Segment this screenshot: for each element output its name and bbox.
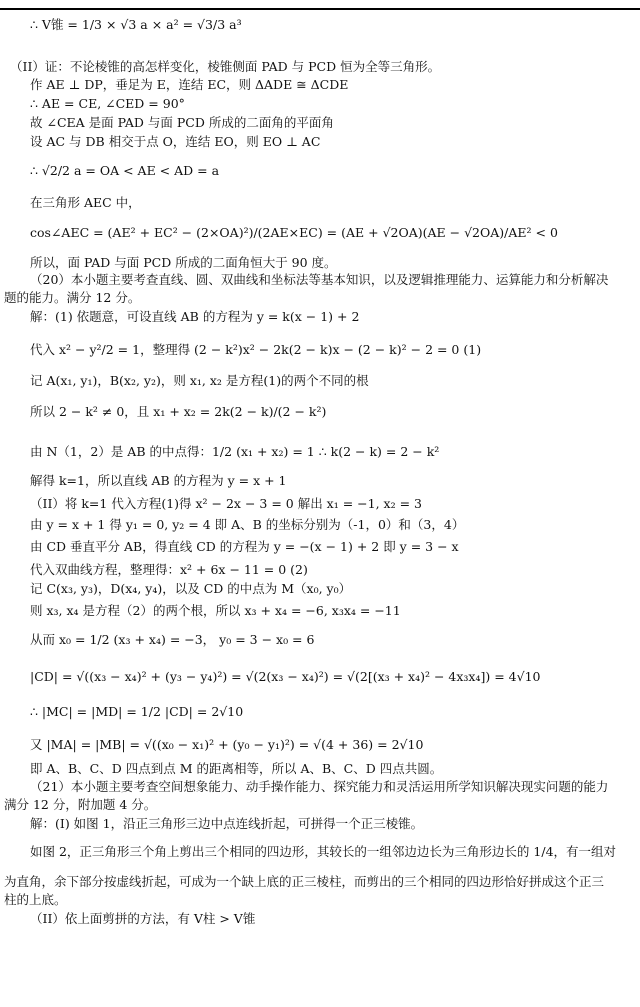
line-19: （II）将 k=1 代入方程(1)得 x² − 2x − 3 = 0 解出 x₁ = −1, x₂ = 3 [30, 496, 422, 511]
line-2: （II）证：不论棱锥的高怎样变化，棱锥侧面 PAD 与 PCD 恒为全等三角形。 [10, 59, 441, 74]
line-22: 代入双曲线方程，整理得：x² + 6x − 11 = 0 (2) [30, 562, 308, 577]
line-27: ∴ |MC| = |MD| = 1/2 |CD| = 2√10 [30, 704, 244, 719]
line-10: 所以，面 PAD 与面 PCD 所成的二面角恒大于 90 度。 [30, 255, 337, 270]
line-20: 由 y = x + 1 得 y₁ = 0, y₂ = 4 即 A、B 的坐标分别为（-1，0）和（3，4） [30, 517, 465, 532]
line-11: （20）本小题主要考查直线、圆、双曲线和坐标法等基本知识，以及逻辑推理能力、运算能力和分析解决 [30, 272, 609, 287]
line-28: 又 |MA| = |MB| = √((x₀ − x₁)² + (y₀ − y₁)²) = √(4 + 36) = 2√10 [30, 737, 424, 752]
top-rule [0, 8, 640, 10]
line-15: 记 A(x₁, y₁)，B(x₂, y₂)，则 x₁, x₂ 是方程(1)的两个不同的根 [30, 373, 369, 388]
line-30: （21）本小题主要考查空间想象能力、动手操作能力、探究能力和灵活运用所学知识解决现实问题的能力 [30, 779, 609, 794]
line-24: 则 x₃, x₄ 是方程（2）的两个根，所以 x₃ + x₄ = −6, x₃x₄ = −11 [30, 603, 401, 618]
line-23: 记 C(x₃, y₃)，D(x₄, y₄)，以及 CD 的中点为 M（x₀, y₀） [30, 581, 352, 596]
line-14: 代入 x² − y²/2 = 1，整理得 (2 − k²)x² − 2k(2 − k)x − (2 − k)² − 2 = 0 (1) [30, 342, 482, 357]
line-7: ∴ √2/2 a = OA < AE < AD = a [30, 163, 220, 178]
line-3: 作 AE ⊥ DP，垂足为 E，连结 EC，则 ΔADE ≅ ΔCDE [30, 77, 349, 92]
line-5: 故 ∠CEA 是面 PAD 与面 PCD 所成的二面角的平面角 [30, 115, 334, 130]
line-18: 解得 k=1，所以直线 AB 的方程为 y = x + 1 [30, 473, 287, 488]
line-16: 所以 2 − k² ≠ 0，且 x₁ + x₂ = 2k(2 − k)/(2 − k²) [30, 404, 327, 419]
line-12: 题的能力。满分 12 分。 [4, 290, 141, 305]
line-29: 即 A、B、C、D 四点到点 M 的距离相等，所以 A、B、C、D 四点共圆。 [30, 761, 443, 776]
line-31: 满分 12 分，附加题 4 分。 [4, 797, 157, 812]
line-35: 柱的上底。 [4, 892, 67, 907]
line-6: 设 AC 与 DB 相交于点 O，连结 EO，则 EO ⊥ AC [30, 134, 321, 149]
line-32: 解：(I) 如图 1，沿正三角形三边中点连线折起，可拼得一个正三棱锥。 [30, 816, 424, 831]
line-36: （II）依上面剪拼的方法，有 V柱 > V锥 [30, 911, 256, 926]
line-13: 解：(1) 依题意，可设直线 AB 的方程为 y = k(x − 1) + 2 [30, 309, 360, 324]
line-17: 由 N（1，2）是 AB 的中点得：1/2 (x₁ + x₂) = 1 ∴ k(2 − k) = 2 − k² [30, 444, 440, 459]
line-4: ∴ AE = CE, ∠CED = 90° [30, 96, 185, 111]
line-26: |CD| = √((x₃ − x₄)² + (y₃ − y₄)²) = √(2(x₃ − x₄)²) = √(2[(x₃ + x₄)² − 4x₃x₄]) = 4√10 [30, 669, 541, 684]
line-9: cos∠AEC = (AE² + EC² − (2×OA)²)/(2AE×EC) = (AE + √2OA)(AE − √2OA)/AE² < 0 [30, 225, 558, 240]
line-33: 如图 2，正三角形三个角上剪出三个相同的四边形，其较长的一组邻边边长为三角形边长的 1/4，有一组对 [30, 844, 617, 859]
line-21: 由 CD 垂直平分 AB，得直线 CD 的方程为 y = −(x − 1) + 2 即 y = 3 − x [30, 539, 459, 554]
line-34: 为直角，余下部分按虚线折起，可成为一个缺上底的正三棱柱，而剪出的三个相同的四边形恰好拼成这个正三 [4, 874, 605, 889]
line-1: ∴ V锥 = 1/3 × √3 a × a² = √3/3 a³ [30, 17, 242, 32]
line-25: 从而 x₀ = 1/2 (x₃ + x₄) = −3， y₀ = 3 − x₀ = 6 [30, 632, 315, 647]
line-8: 在三角形 AEC 中， [30, 195, 141, 210]
